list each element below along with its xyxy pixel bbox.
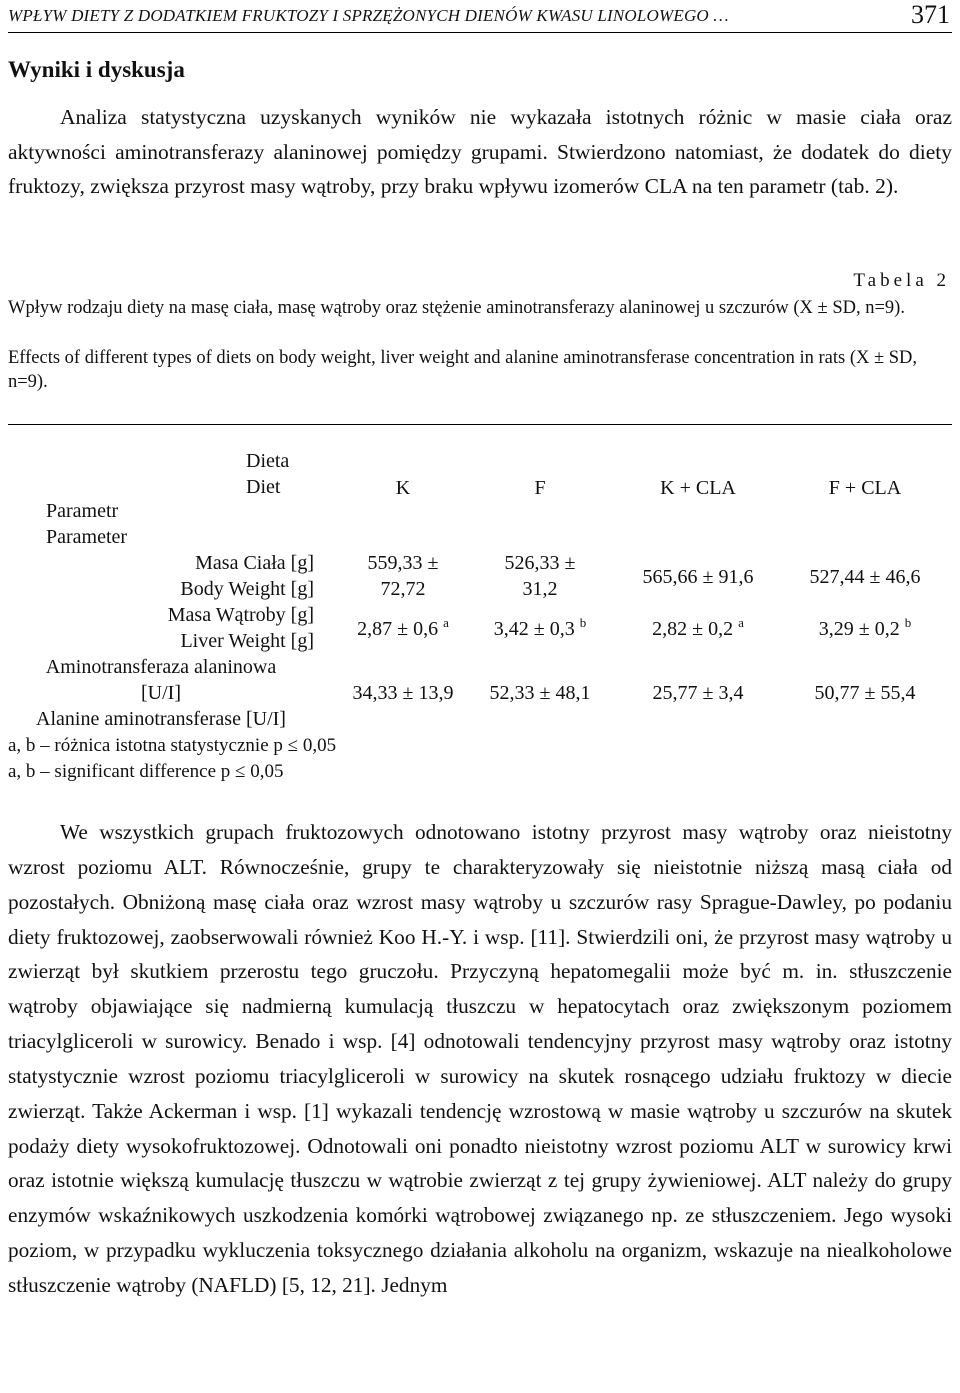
table-cell — [474, 550, 606, 602]
footnote-en: a, b – significant difference p ≤ 0,05 — [8, 761, 284, 782]
parameter-header-pl: Parametr — [46, 500, 119, 522]
significance-mark: b — [904, 615, 912, 630]
significance-mark: b — [579, 615, 587, 630]
table-caption-pl: Wpływ rodzaju diety na masę ciała, masę wątroby oraz stężenie aminotransferazy alaninowej u szczurów (X ± SD, n=9). — [8, 298, 905, 318]
table-cell: 565,66 ± 91,6 — [642, 566, 754, 588]
row-label-pl: Aminotransferaza alaninowa — [45, 656, 277, 678]
cell-value: 2,87 ± 0,6 — [357, 618, 439, 640]
page-number: 371 — [911, 0, 950, 29]
row-label-en: Body Weight [g] — [180, 578, 314, 600]
table-top-rule — [8, 424, 952, 425]
cell-value: 2,82 ± 0,2 — [652, 618, 734, 640]
parameter-header-en: Parameter — [46, 526, 128, 548]
table-cell — [474, 616, 606, 642]
table-cell — [328, 616, 478, 642]
footnote-pl: a, b – różnica istotna statystycznie p ≤ 0,05 — [8, 735, 337, 756]
table-cell — [610, 616, 786, 642]
cell-value: 3,29 ± 0,2 — [818, 618, 900, 640]
table-caption-en: Effects of different types of diets on body weight, liver weight and alanine aminotransferase concentration in rats (X ± SD, n=9). — [8, 348, 918, 392]
column-header-k: K — [395, 477, 411, 499]
running-header — [8, 2, 952, 33]
results-table — [8, 424, 952, 732]
column-header-f-cla: F + CLA — [828, 477, 902, 499]
table-cell: 52,33 ± 48,1 — [489, 682, 591, 704]
column-header-f: F — [534, 477, 546, 499]
table-cell: 50,77 ± 55,4 — [814, 682, 916, 704]
cell-line: 526,33 ± — [504, 552, 576, 574]
table-label: Tabela 2 — [853, 270, 950, 291]
table-cell: 527,44 ± 46,6 — [809, 566, 921, 588]
row-label-pl-unit: [U/I] — [141, 682, 181, 704]
table-cell — [784, 616, 946, 642]
row-label-liver-weight — [8, 602, 314, 654]
row-label-body-weight — [8, 550, 314, 602]
table-cell: 25,77 ± 3,4 — [652, 682, 744, 704]
row-label-pl: Masa Ciała [g] — [195, 552, 314, 574]
table-cell: 34,33 ± 13,9 — [352, 682, 454, 704]
significance-mark: a — [443, 615, 449, 630]
row-label-alt — [8, 654, 314, 732]
diet-header-en: Diet — [246, 476, 281, 498]
cell-line: 31,2 — [522, 578, 558, 600]
section-title: Wyniki i dyskusja — [8, 57, 185, 82]
cell-line: 559,33 ± — [367, 552, 439, 574]
column-header-k-cla: K + CLA — [660, 477, 736, 499]
running-title: WPŁYW DIETY Z DODATKIEM FRUKTOZY I SPRZĘŻONYCH DIENÓW KWASU LINOLOWEGO … — [8, 6, 729, 25]
significance-mark: a — [738, 615, 744, 630]
cell-value: 3,42 ± 0,3 — [493, 618, 575, 640]
row-label-pl: Masa Wątroby [g] — [167, 604, 314, 626]
row-label-en: Liver Weight [g] — [180, 630, 314, 652]
paragraph-discussion: We wszystkich grupach fruktozowych odnotowano istotny przyrost masy wątroby oraz nieistotny wzrost poziomu ALT. Równocześnie, grupy te charakteryzowały się nieistotnie niższą masą ciała od pozostałych. Obniżoną masę ciała oraz wzrost masy wątroby u szczurów rasy Sprague-Dawley, po podaniu diety fruktozowej, zaobserwowali również Koo H.-Y. i wsp. [11]. Stwierdzili oni, że przyrost masy wątroby u zwierząt był skutkiem przerostu tego gruczołu. Przyczyną hepatomegalii może być m. in. stłuszczenie wątroby objawiające się nadmierną kumulacją tłuszczu w hepatocytach oraz zwiększonym poziomem triacylgliceroli w surowicy. Benado i wsp. [4] odnotowali tendencyjny przyrost masy wątroby oraz istotny statystycznie wzrost poziomu triacylgliceroli w surowicy na skutek rosnącego udziału fruktozy w diecie zwierząt. Także Ackerman i wsp. [1] wykazali tendencję wzrostową w masie wątroby u szczurów na skutek podaży diety wysokofruktozowej. Odnotowali oni ponadto nieistotny wzrost poziomu ALT w surowicy krwi oraz istotnie większą kumulację tłuszczu w wątrobie zwierząt z tej grupy żywieniowej. ALT należy do grupy enzymów wskaźnikowych uszkodzenia komórki wątrobowej związanego np. ze stłuszczeniem. Jego wysoki poziom, w przypadku wykluczenia toksycznego działania alkoholu na organizm, wskazuje na niealkoholowe stłuszczenie wątroby (NAFLD) [5, 12, 21]. Jednym — [8, 820, 952, 1297]
diet-header-pl: Dieta — [246, 450, 290, 472]
row-label-en: Alanine aminotransferase [U/I] — [36, 708, 286, 730]
parameter-header — [46, 498, 127, 550]
cell-line: 72,72 — [380, 578, 426, 600]
diet-header — [246, 448, 289, 500]
paragraph-intro: Analiza statystyczna uzyskanych wyników nie wykazała istotnych różnic w masie ciała oraz aktywności aminotransferazy alaninowej pomiędzy grupami. Stwierdzono natomiast, że dodatek do diety fruktozy, zwiększa przyrost masy wątroby, przy braku wpływu izomerów CLA na ten parametr (tab. 2). — [8, 105, 952, 198]
table-footnotes — [8, 733, 336, 785]
table-cell — [328, 550, 478, 602]
